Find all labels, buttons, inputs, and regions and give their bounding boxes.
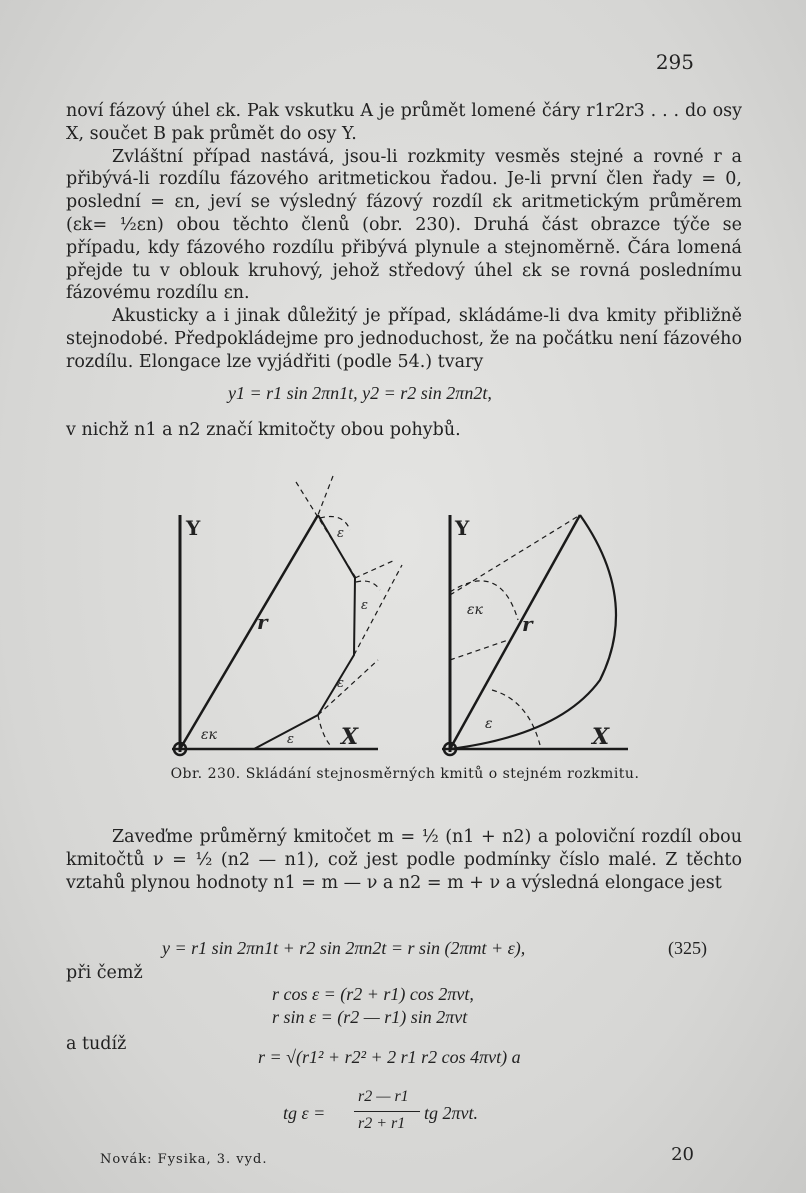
equation-325: y = r1 sin 2πn1t + r2 sin 2πn2t = r sin (2πmt + ε),	[162, 938, 526, 958]
fraction-bar	[354, 1111, 420, 1112]
equation-tg-numerator: r2 — r1	[358, 1088, 409, 1105]
footer-book-title: Novák: Fysika, 3. vyd.	[100, 1152, 268, 1167]
right-angle-arc	[450, 581, 518, 620]
left-dash-2	[318, 476, 333, 515]
paragraph-1: noví fázový úhel εk. Pak vskutku A je průmět lomené čáry r1r2r3 . . . do osy X, součet B pak průmět do osy Y.	[66, 101, 742, 144]
left-eps-label-3: ε	[337, 676, 344, 691]
equation-number: (325)	[668, 938, 707, 958]
right-eps-k-label: εк	[467, 602, 483, 618]
paragraph-3: Akusticky a i jinak důležitý je případ, skládáme-li dva kmity přibližně stejnodobé. Předpokládejme pro jednoduchost, že na počátku není fázového rozdílu. Elongace lze vyjádřiti (podle 54.) tvary	[66, 306, 742, 372]
left-eps-label-2: ε	[361, 598, 368, 613]
right-eps-label: ε	[485, 716, 493, 732]
right-y-label: Y	[455, 516, 470, 540]
equation-tg-right: tg 2πνt.	[424, 1103, 479, 1123]
figure-caption: Obr. 230. Skládání stejnosměrných kmitů o stejném rozkmitu.	[170, 766, 640, 782]
equation-cos: r cos ε = (r2 + r1) cos 2πνt,	[272, 984, 474, 1004]
right-resultant-r	[450, 515, 580, 749]
left-eps-label-4: ε	[287, 732, 294, 747]
paragraph-2: Zvláštní případ nastává, jsou-li rozkmity vesměs stejné a rovné r a přibývá-li rozdílu fázového aritmetickou řadou. Je-li první člen řady = 0, poslední = εn, jeví se výsledný fázový rozdíl εk aritmetickým průměrem (εk= ½εn) obou těchto členů (obr. 230). Druhá část obrazce týče se případu, kdy fázového rozdílu přibývá plynule a stejnoměrně. Čára lomená přejde tu v oblouk kruhový, jehož středový úhel εk se rovná poslednímu fázovému rozdílu εn.	[66, 146, 742, 304]
left-dash-3	[355, 560, 395, 578]
left-resultant-r	[180, 515, 318, 749]
left-eps-k-label: εк	[201, 727, 217, 743]
right-arc	[450, 515, 616, 749]
left-r-label: r	[257, 610, 268, 634]
equation-tg-left: tg ε =	[283, 1103, 326, 1123]
text-pri-cemz: při čemž	[66, 963, 143, 983]
left-dash-5	[318, 660, 378, 715]
right-r-label: r	[522, 612, 533, 636]
left-x-label: X	[341, 724, 359, 750]
footer-signature-number: 20	[671, 1144, 694, 1165]
equation-sin: r sin ε = (r2 — r1) sin 2πνt	[272, 1007, 468, 1027]
right-x-label: X	[592, 724, 610, 750]
equation-tg-denominator: r2 + r1	[358, 1115, 406, 1132]
right-dash-2	[450, 640, 508, 660]
text-a-tudiz: a tudíž	[66, 1034, 127, 1054]
text-after-equation: v nichž n1 a n2 značí kmitočty obou pohybů.	[66, 420, 461, 440]
equation-elongations: y1 = r1 sin 2πn1t, y2 = r2 sin 2πn2t,	[228, 383, 492, 403]
page-number: 295	[655, 50, 694, 74]
left-eps-label-1: ε	[337, 526, 344, 541]
paragraph-4: Zaveďme průměrný kmitočet m = ½ (n1 + n2) a poloviční rozdíl obou kmitočtů ν = ½ (n2 — n1), což jest podle podmínky číslo malé. Z těchto vztahů plynou hodnoty n1 = m — ν a n2 = m + ν a výsledná elongace jest	[66, 827, 742, 893]
equation-r: r = √(r1² + r2² + 2 r1 r2 cos 4πνt) a	[258, 1047, 521, 1067]
left-arc-2	[356, 581, 380, 590]
left-arc-3	[318, 715, 330, 745]
left-y-label: Y	[186, 516, 201, 540]
right-small-arc	[492, 690, 540, 745]
